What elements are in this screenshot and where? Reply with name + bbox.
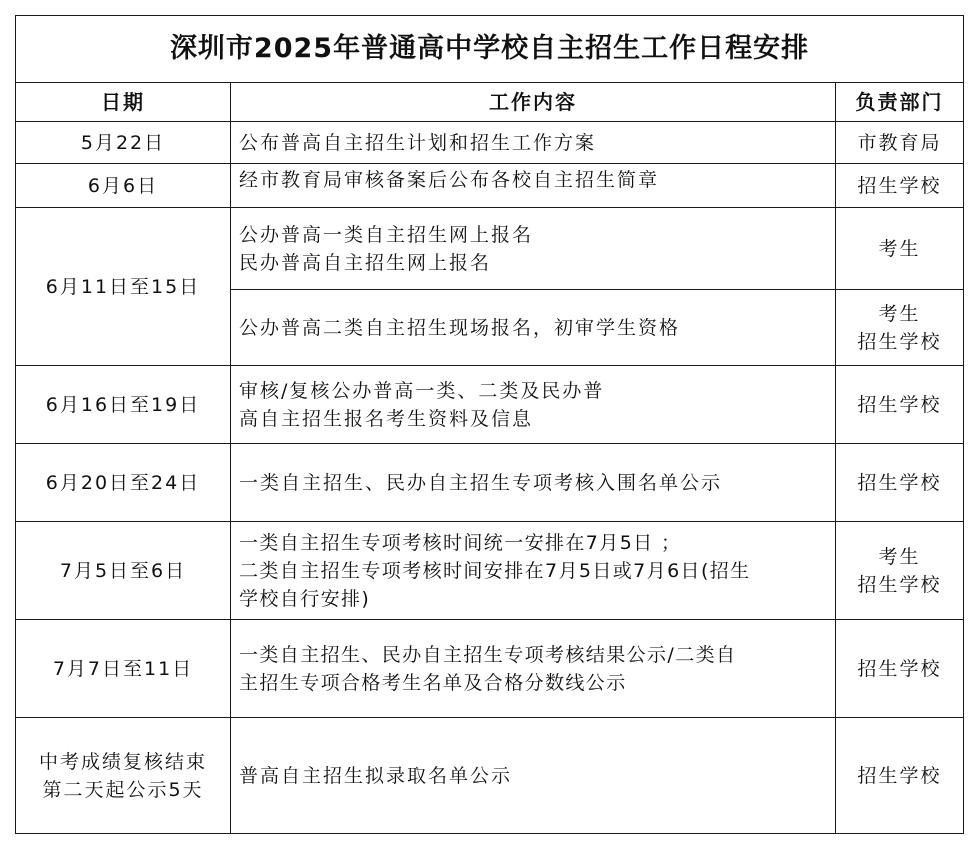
content-cell xyxy=(231,122,836,164)
content-cell xyxy=(231,620,836,718)
dept-cell xyxy=(836,366,964,444)
dept-text: 考生 xyxy=(878,302,921,325)
date-text: 6月6日 xyxy=(87,174,159,197)
date-text: 中考成绩复核结束 xyxy=(38,750,207,773)
schedule-table xyxy=(15,15,964,834)
date-text: 6月20日至24日 xyxy=(45,471,201,494)
content-text: 公办普高二类自主招生现场报名，初审学生资格 xyxy=(239,316,681,339)
date-text: 6月16日至19日 xyxy=(45,393,201,416)
dept-cell xyxy=(836,208,964,290)
table-row xyxy=(16,366,964,444)
date-cell xyxy=(16,522,231,620)
header-content: 工作内容 xyxy=(231,83,836,122)
content-cell xyxy=(231,164,836,208)
dept-cell xyxy=(836,164,964,208)
date-cell xyxy=(16,718,231,834)
content-text: 主招生专项合格考生名单及合格分数线公示 xyxy=(239,671,627,694)
content-text: 一类自主招生专项考核时间统一安排在7月5日 ； xyxy=(239,531,682,554)
date-cell xyxy=(16,208,231,366)
dept-text: 招生学校 xyxy=(857,657,942,680)
date-cell xyxy=(16,620,231,718)
table-row xyxy=(16,444,964,522)
table-row xyxy=(16,620,964,718)
dept-cell xyxy=(836,444,964,522)
content-cell xyxy=(231,290,836,366)
content-text: 公办普高一类自主招生网上报名 xyxy=(239,223,534,246)
date-cell xyxy=(16,444,231,522)
header-row xyxy=(16,83,964,122)
schedule-sheet xyxy=(15,15,963,834)
dept-text: 考生 xyxy=(878,545,921,568)
content-text: 一类自主招生、民办自主招生专项考核结果公示/二类自 xyxy=(239,643,737,666)
date-cell xyxy=(16,164,231,208)
content-text: 普高自主招生拟录取名单公示 xyxy=(239,764,513,787)
content-text: 公布普高自主招生计划和招生工作方案 xyxy=(239,131,597,154)
date-text: 第二天起公示5天 xyxy=(42,778,204,801)
dept-text: 市教育局 xyxy=(857,131,942,154)
dept-text: 招生学校 xyxy=(857,330,942,353)
dept-text: 考生 xyxy=(878,237,921,260)
date-cell xyxy=(16,366,231,444)
header-date: 日期 xyxy=(16,83,231,122)
content-cell xyxy=(231,366,836,444)
content-cell xyxy=(231,444,836,522)
page-title: 深圳市2025年普通高中学校自主招生工作日程安排 xyxy=(16,16,964,83)
table-row xyxy=(16,164,964,208)
dept-cell xyxy=(836,718,964,834)
dept-cell xyxy=(836,122,964,164)
dept-cell xyxy=(836,620,964,718)
table-row xyxy=(16,522,964,620)
content-text: 学校自行安排) xyxy=(239,587,371,610)
content-text: 高自主招生报名考生资料及信息 xyxy=(239,407,534,430)
dept-cell xyxy=(836,522,964,620)
dept-text: 招生学校 xyxy=(857,174,942,197)
date-cell xyxy=(16,122,231,164)
content-text: 二类自主招生专项考核时间安排在7月5日或7月6日(招生 xyxy=(239,559,751,582)
date-text: 7月5日至6日 xyxy=(59,559,187,582)
header-dept: 负责部门 xyxy=(836,83,964,122)
date-text: 5月22日 xyxy=(80,131,166,154)
content-cell xyxy=(231,718,836,834)
content-text: 经市教育局审核备案后公布各校自主招生简章 xyxy=(239,169,660,191)
table-row xyxy=(16,122,964,164)
content-text: 审核/复核公办普高一类、二类及民办普 xyxy=(239,379,605,402)
dept-text: 招生学校 xyxy=(857,573,942,596)
date-text: 7月7日至11日 xyxy=(52,657,194,680)
table-row xyxy=(16,208,964,290)
date-text: 6月11日至15日 xyxy=(45,275,201,298)
content-text: 民办普高自主招生网上报名 xyxy=(239,251,492,274)
dept-text: 招生学校 xyxy=(857,764,942,787)
dept-text: 招生学校 xyxy=(857,393,942,416)
dept-cell xyxy=(836,290,964,366)
content-cell xyxy=(231,208,836,290)
content-text: 一类自主招生、民办自主招生专项考核入围名单公示 xyxy=(239,471,723,494)
dept-text: 招生学校 xyxy=(857,471,942,494)
content-cell xyxy=(231,522,836,620)
title-row xyxy=(16,16,964,83)
table-row xyxy=(16,718,964,834)
